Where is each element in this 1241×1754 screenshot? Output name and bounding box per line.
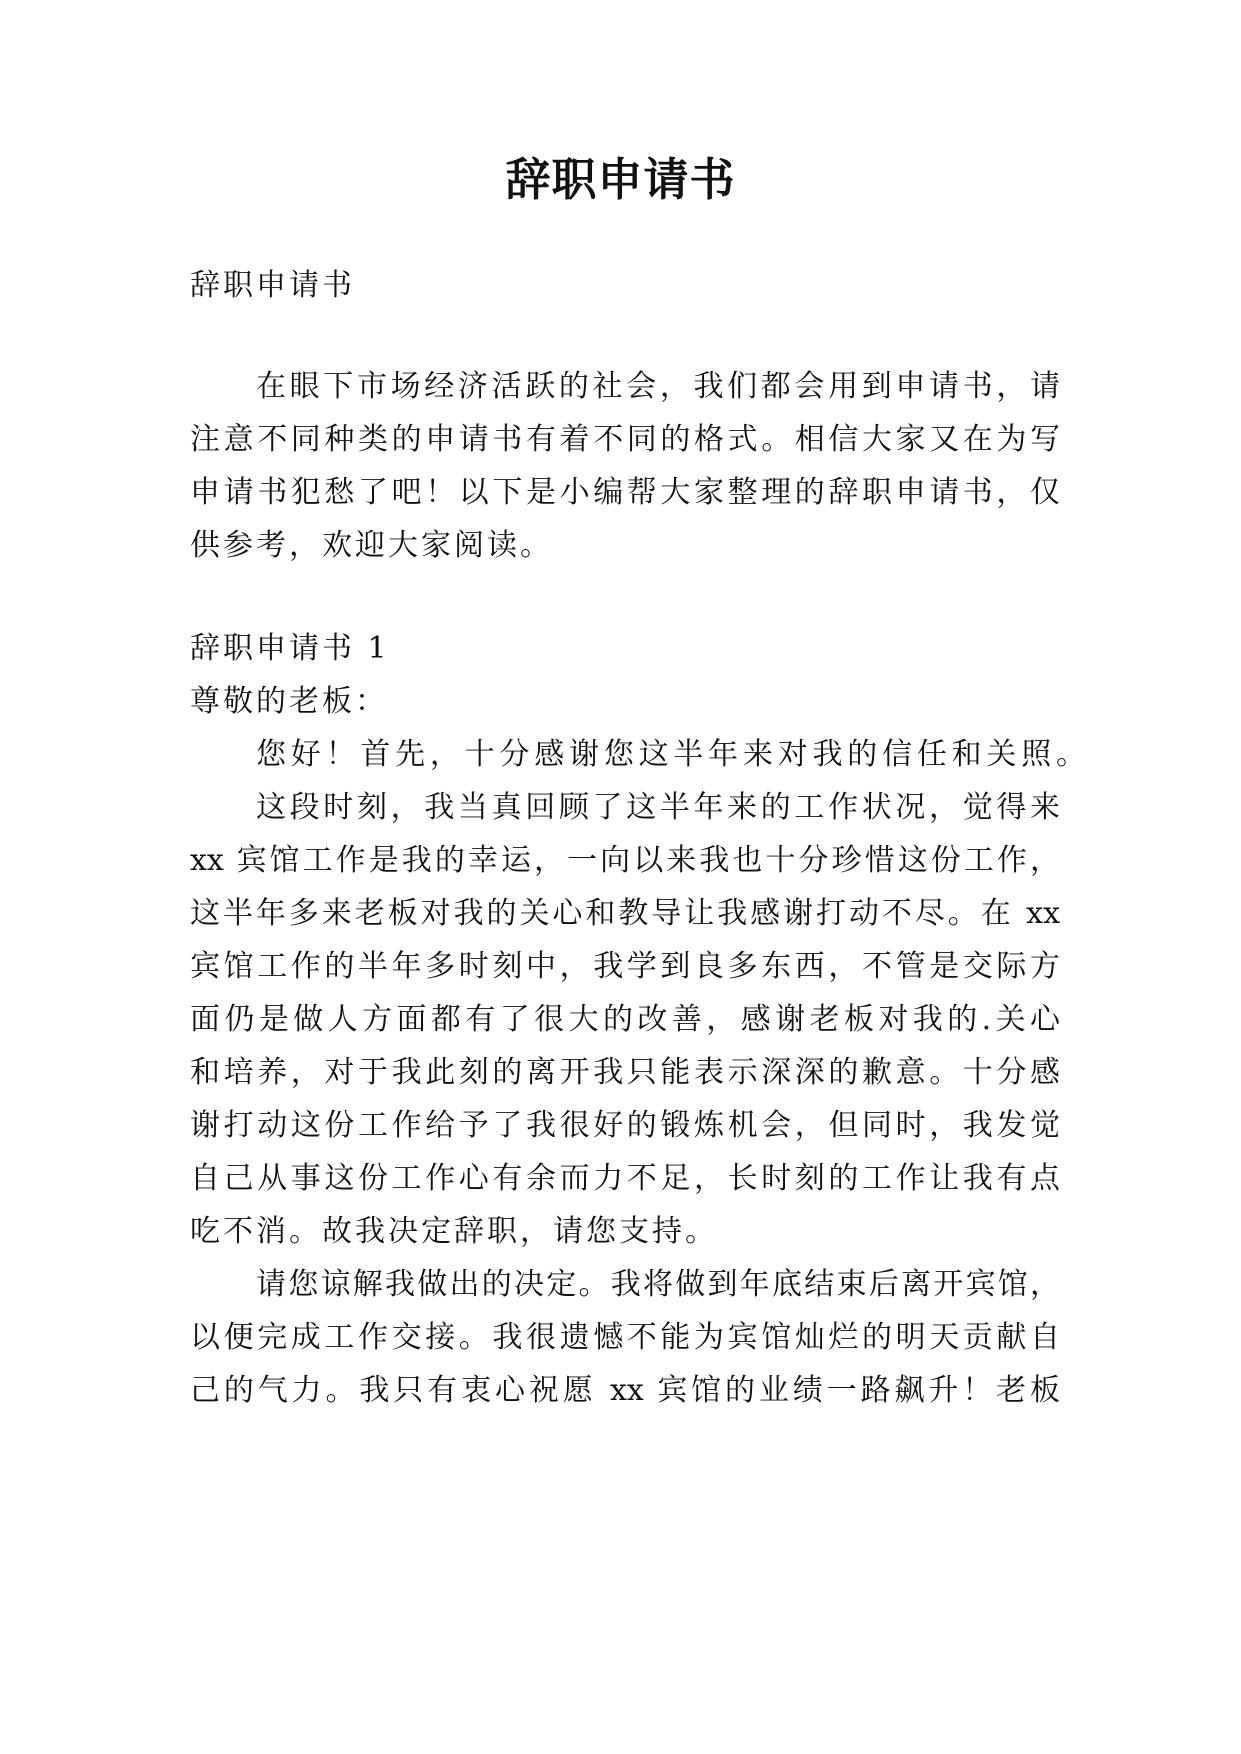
body-line: 这段时刻，我当真回顾了这半年来的工作状况，觉得来 [256,790,1060,825]
body-line: 您好！首先，十分感谢您这半年来对我的信任和关照。 [256,737,1086,772]
body-line: 和培养，对于我此刻的离开我只能表示深深的歉意。十分感 [190,1055,1060,1090]
body-line: 吃不消。故我决定辞职，请您支持。 [190,1214,718,1249]
body-line: 面仍是做人方面都有了很大的改善，感谢老板对我的.关心 [190,1002,1060,1037]
document-subtitle: 辞职申请书 [190,268,355,303]
body-line: xx 宾馆工作是我的幸运，一向以来我也十分珍惜这份工作， [190,843,1060,878]
salutation: 尊敬的老板： [190,684,388,719]
body-line: 己的气力。我只有衷心祝愿 xx 宾馆的业绩一路飙升！老板 [190,1373,1060,1408]
body-line: 自己从事这份工作心有余而力不足，长时刻的工作让我有点 [190,1161,1060,1196]
intro-line: 申请书犯愁了吧！以下是小编帮大家整理的辞职申请书，仅 [190,475,1060,510]
body-line: 这半年多来老板对我的关心和教导让我感谢打动不尽。在 xx [190,896,1060,931]
intro-line: 供参考，欢迎大家阅读。 [190,528,553,563]
intro-line: 在眼下市场经济活跃的社会，我们都会用到申请书，请 [256,369,1060,404]
section-heading: 辞职申请书 1 [190,631,390,666]
intro-line: 注意不同种类的申请书有着不同的格式。相信大家又在为写 [190,422,1060,457]
document-title: 辞职申请书 [505,153,736,206]
body-line: 宾馆工作的半年多时刻中，我学到良多东西，不管是交际方 [190,949,1060,984]
body-line: 以便完成工作交接。我很遗憾不能为宾馆灿烂的明天贡献自 [190,1320,1060,1355]
body-line: 请您谅解我做出的决定。我将做到年底结束后离开宾馆， [256,1267,1060,1302]
body-line: 谢打动这份工作给予了我很好的锻炼机会，但同时，我发觉 [190,1108,1060,1143]
